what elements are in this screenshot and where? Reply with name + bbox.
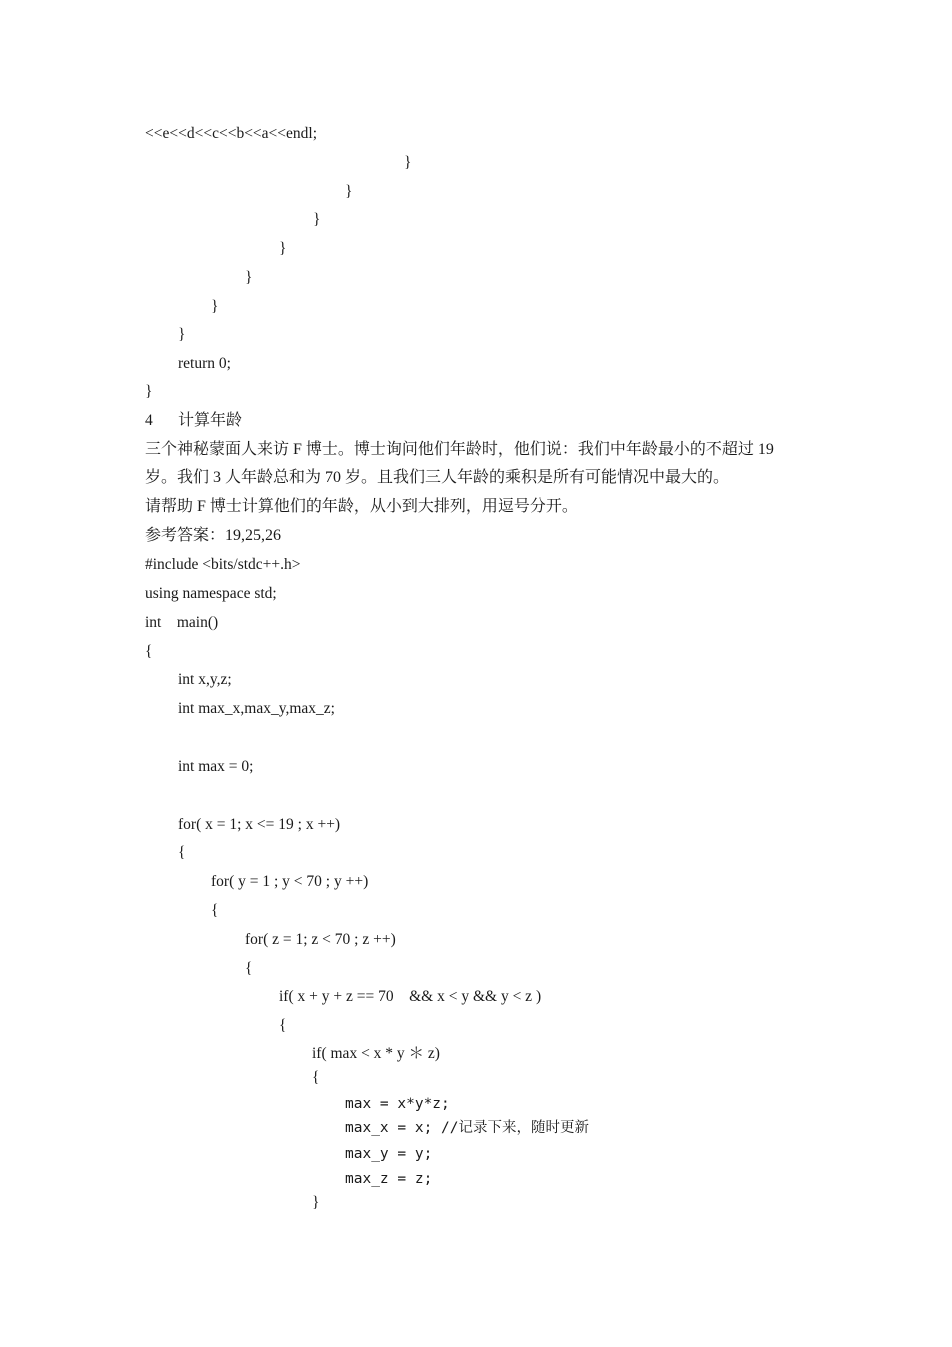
section-number: 4 (145, 412, 153, 429)
code-include: #include <bits/stdc++.h> (145, 556, 301, 573)
code-close-brace: } (145, 383, 153, 400)
code-decl-xyz: int x,y,z; (178, 671, 232, 688)
code-assign-max-y: max_y = y; (345, 1146, 433, 1162)
code-if-sum: if( x + y + z == 70 && x < y && y < z ) (279, 988, 542, 1005)
problem-description-line: 请帮助 F 博士计算他们的年龄，从小到大排列，用逗号分开。 (145, 498, 578, 515)
code-close-brace: } (211, 298, 219, 315)
problem-description-line: 岁。我们 3 人年龄总和为 70 岁。且我们三人年龄的乘积是所有可能情况中最大的。 (145, 469, 730, 486)
code-using: using namespace std; (145, 585, 277, 602)
code-assign-max-x: max_x = x; //记录下来，随时更新 (345, 1120, 589, 1136)
code-cout-tail: <<e<<d<<c<<b<<a<<endl; (145, 125, 318, 142)
code-close-brace: } (404, 154, 412, 171)
code-close-brace: } (345, 183, 353, 200)
code-close-brace: } (313, 211, 321, 228)
problem-description-line: 三个神秘蒙面人来访 F 博士。博士询问他们年龄时，他们说：我们中年龄最小的不超过 19 (145, 441, 774, 458)
code-open-brace: { (312, 1069, 320, 1086)
code-main-signature: int main() (145, 614, 219, 631)
code-close-brace: } (245, 269, 253, 286)
code-decl-max-xyz: int max_x,max_y,max_z; (178, 700, 335, 717)
code-open-brace: { (279, 1017, 287, 1034)
code-for-y: for( y = 1 ; y < 70 ; y ++) (211, 873, 369, 890)
code-open-brace: { (178, 844, 186, 861)
code-open-brace: { (145, 643, 153, 660)
code-open-brace: { (211, 902, 219, 919)
code-close-brace: } (178, 326, 186, 343)
code-close-brace: } (312, 1194, 320, 1211)
code-close-brace: } (279, 240, 287, 257)
section-title: 计算年龄 (178, 412, 243, 429)
code-if-max: if( max < x * y ＊ z) (312, 1045, 440, 1062)
code-assign-max-z: max_z = z; (345, 1171, 433, 1187)
code-decl-max: int max = 0; (178, 758, 254, 775)
code-for-x: for( x = 1; x <= 19 ; x ++) (178, 816, 341, 833)
code-assign-max: max = x*y*z; (345, 1096, 450, 1112)
code-return: return 0; (178, 355, 231, 372)
code-for-z: for( z = 1; z < 70 ; z ++) (245, 931, 396, 948)
code-open-brace: { (245, 960, 253, 977)
reference-answer: 参考答案：19,25,26 (145, 527, 282, 544)
